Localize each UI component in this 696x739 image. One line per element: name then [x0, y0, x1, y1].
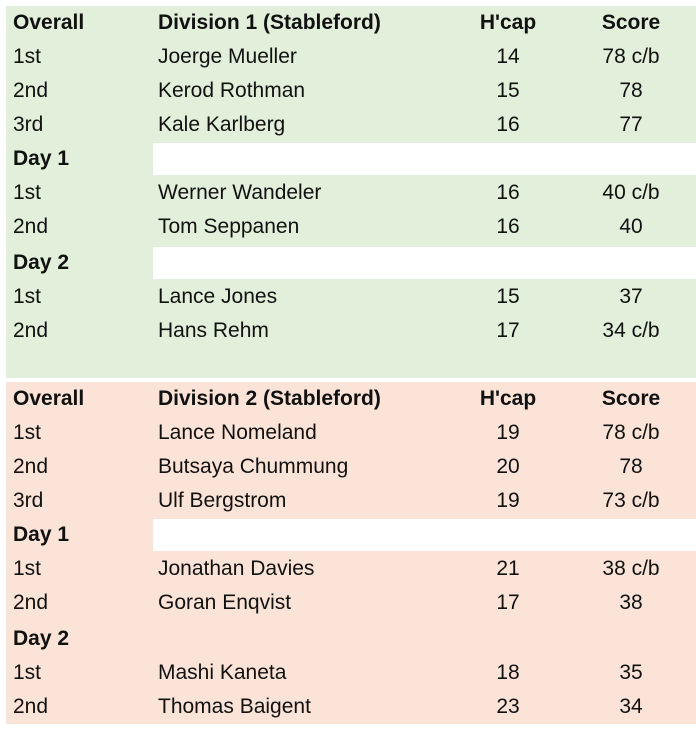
place: 3rd — [13, 113, 44, 136]
player-name: Jonathan Davies — [158, 557, 315, 580]
place: 1st — [13, 661, 42, 684]
player-name: Werner Wandeler — [158, 181, 322, 204]
day-1-label: Day 1 — [13, 147, 70, 170]
table-row — [6, 108, 696, 142]
score: 38 — [619, 591, 643, 614]
place: 1st — [13, 557, 42, 580]
player-name: Joerge Mueller — [158, 45, 297, 68]
player-name: Mashi Kaneta — [158, 661, 287, 684]
division-header-row — [6, 6, 696, 40]
day-header-row — [6, 142, 696, 176]
division-title: Division 2 (Stableford) — [158, 387, 381, 410]
handicap: 17 — [496, 591, 520, 614]
handicap: 23 — [496, 695, 520, 718]
place: 2nd — [13, 79, 49, 102]
place: 2nd — [13, 319, 49, 342]
day-1-label: Day 1 — [13, 523, 70, 546]
table-row — [6, 176, 696, 210]
player-name: Thomas Baigent — [158, 695, 311, 718]
score: 40 c/b — [602, 181, 660, 204]
blank-cell — [153, 247, 696, 279]
score: 35 — [619, 661, 643, 684]
day-header-row — [6, 622, 696, 656]
division-title: Division 1 (Stableford) — [158, 11, 381, 34]
place: 2nd — [13, 695, 49, 718]
place: 1st — [13, 181, 42, 204]
hcap-header: H'cap — [479, 11, 537, 34]
blank-cell — [153, 519, 696, 551]
blank-cell — [153, 143, 696, 175]
score-header: Score — [601, 11, 661, 34]
handicap: 17 — [496, 319, 520, 342]
place: 2nd — [13, 455, 49, 478]
score: 73 c/b — [602, 489, 660, 512]
table-row — [6, 74, 696, 108]
handicap: 19 — [496, 489, 520, 512]
hcap-header: H'cap — [479, 387, 537, 410]
handicap: 16 — [496, 113, 520, 136]
handicap: 21 — [496, 557, 520, 580]
place: 3rd — [13, 489, 44, 512]
place: 1st — [13, 45, 42, 68]
player-name: Lance Jones — [158, 285, 278, 308]
handicap: 20 — [496, 455, 520, 478]
player-name: Hans Rehm — [158, 319, 269, 342]
place: 1st — [13, 285, 42, 308]
table-row — [6, 280, 696, 314]
player-name: Butsaya Chummung — [158, 455, 349, 478]
score: 34 — [619, 695, 643, 718]
score: 78 — [619, 79, 643, 102]
table-row — [6, 450, 696, 484]
day-2-label: Day 2 — [13, 627, 70, 650]
handicap: 15 — [496, 79, 520, 102]
handicap: 14 — [496, 45, 520, 68]
score: 78 c/b — [602, 45, 660, 68]
player-name: Kerod Rothman — [158, 79, 306, 102]
score: 78 — [619, 455, 643, 478]
overall-label: Overall — [13, 387, 85, 410]
player-name: Lance Nomeland — [158, 421, 317, 444]
place: 1st — [13, 421, 42, 444]
score: 37 — [619, 285, 643, 308]
table-row — [6, 314, 696, 348]
player-name: Kale Karlberg — [158, 113, 286, 136]
table-row — [6, 210, 696, 244]
table-row — [6, 690, 696, 724]
table-row — [6, 416, 696, 450]
division-2-table — [6, 382, 696, 724]
division-header-row — [6, 382, 696, 416]
overall-label: Overall — [13, 11, 85, 34]
day-header-row — [6, 246, 696, 280]
handicap: 18 — [496, 661, 520, 684]
handicap: 16 — [496, 181, 520, 204]
table-row — [6, 656, 696, 690]
handicap: 15 — [496, 285, 520, 308]
player-name: Ulf Bergstrom — [158, 489, 287, 512]
handicap: 19 — [496, 421, 520, 444]
score: 40 — [619, 215, 643, 238]
table-row — [6, 40, 696, 74]
handicap: 16 — [496, 215, 520, 238]
score: 77 — [619, 113, 643, 136]
division-1-table — [6, 6, 696, 378]
place: 2nd — [13, 591, 49, 614]
score-header: Score — [601, 387, 661, 410]
table-row — [6, 586, 696, 620]
table-row — [6, 484, 696, 518]
player-name: Tom Seppanen — [158, 215, 300, 238]
place: 2nd — [13, 215, 49, 238]
table-row — [6, 552, 696, 586]
day-2-label: Day 2 — [13, 251, 70, 274]
day-header-row — [6, 518, 696, 552]
player-name: Goran Enqvist — [158, 591, 292, 614]
score: 38 c/b — [602, 557, 660, 580]
score: 78 c/b — [602, 421, 660, 444]
score: 34 c/b — [602, 319, 660, 342]
